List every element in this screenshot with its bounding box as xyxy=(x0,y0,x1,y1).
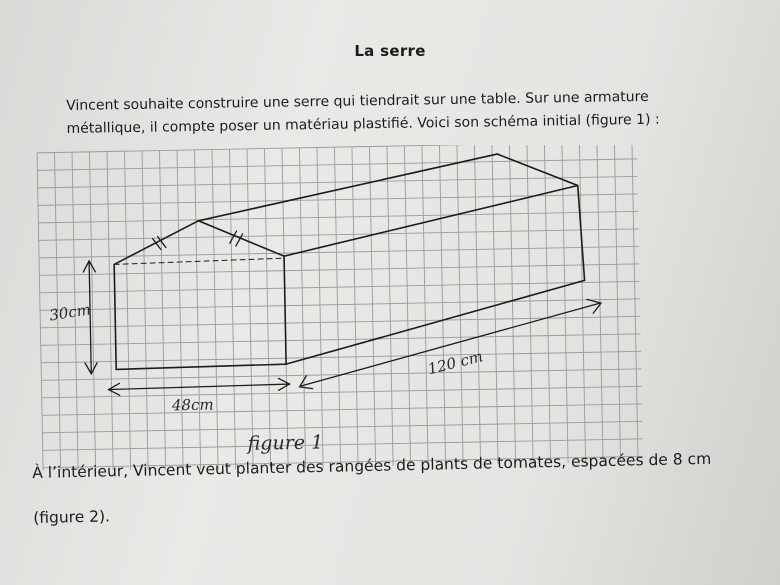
grid-line xyxy=(562,145,568,463)
grid-line xyxy=(41,351,641,363)
grid-line xyxy=(457,145,463,465)
grid-line xyxy=(404,146,410,466)
grid-line xyxy=(264,149,270,469)
outro-paragraph xyxy=(32,445,774,550)
page-title: La serre xyxy=(354,42,426,60)
grid-line xyxy=(632,145,638,461)
grid-line xyxy=(369,147,375,467)
grid-line xyxy=(142,151,148,470)
grid-line xyxy=(527,145,533,463)
grid-line xyxy=(177,150,183,470)
grid-line xyxy=(37,159,637,171)
length-label: 120 cm xyxy=(425,347,485,379)
grid-line xyxy=(317,148,323,468)
eave-edge xyxy=(283,186,579,257)
grid-line xyxy=(352,147,358,467)
grid-line xyxy=(107,152,113,470)
grid-line xyxy=(160,151,166,470)
front-base-edge xyxy=(116,364,286,369)
grid-line xyxy=(439,145,445,465)
grid-line xyxy=(194,150,200,470)
grid-line xyxy=(247,149,253,469)
intro-paragraph xyxy=(66,84,757,141)
grid-line xyxy=(39,264,639,276)
height-label: 30cm xyxy=(48,300,93,325)
greenhouse-figure xyxy=(30,145,660,470)
grid-line xyxy=(40,281,640,293)
grid-line xyxy=(474,145,480,464)
grid-paper xyxy=(37,145,643,470)
front-hidden-edge xyxy=(114,258,284,264)
front-roof-right xyxy=(198,219,284,258)
grid-line xyxy=(37,145,637,153)
grid-line xyxy=(38,176,638,188)
grid-line xyxy=(579,145,585,462)
grid-line xyxy=(42,421,642,433)
grid-line xyxy=(38,194,638,206)
grid-line xyxy=(37,153,43,470)
grid-line xyxy=(42,386,642,398)
arrow-head xyxy=(299,376,312,389)
grid-line xyxy=(422,145,428,465)
grid-line xyxy=(614,145,620,462)
grid-line xyxy=(40,299,640,311)
figure-caption: figure 1 xyxy=(247,431,324,455)
grid-line xyxy=(39,229,639,241)
grid-line xyxy=(212,150,218,470)
outro-line-1: À l’intérieur, Vincent veut planter des rangées de plants de tomates, espacées de 8 cm xyxy=(32,449,712,482)
grid-line xyxy=(40,316,640,328)
back-right-edge xyxy=(578,185,585,280)
width-label: 48cm xyxy=(171,395,214,415)
grid-line xyxy=(334,147,340,467)
grid-line xyxy=(41,334,641,346)
front-left-edge xyxy=(114,264,116,369)
front-right-edge xyxy=(284,256,286,364)
grid-line xyxy=(38,211,638,223)
greenhouse-diagram xyxy=(30,145,660,470)
length-arrow xyxy=(300,303,601,386)
grid-line xyxy=(42,404,642,416)
back-roof-edge xyxy=(497,153,578,188)
grid-line xyxy=(125,151,131,470)
outro-line-2: (figure 2). xyxy=(33,507,111,527)
grid-line xyxy=(229,149,235,469)
grid-line xyxy=(299,148,305,468)
intro-line-1: Vincent souhaite construire une serre qui tiendrait sur une table. Sur une armature xyxy=(66,88,649,114)
grid-line xyxy=(509,145,515,464)
grid-line xyxy=(387,146,393,466)
intro-line-2: métallique, il compte poser un matériau plastifié. Voici son schéma initial (figure 1) : xyxy=(66,111,660,137)
width-arrow xyxy=(110,384,290,389)
